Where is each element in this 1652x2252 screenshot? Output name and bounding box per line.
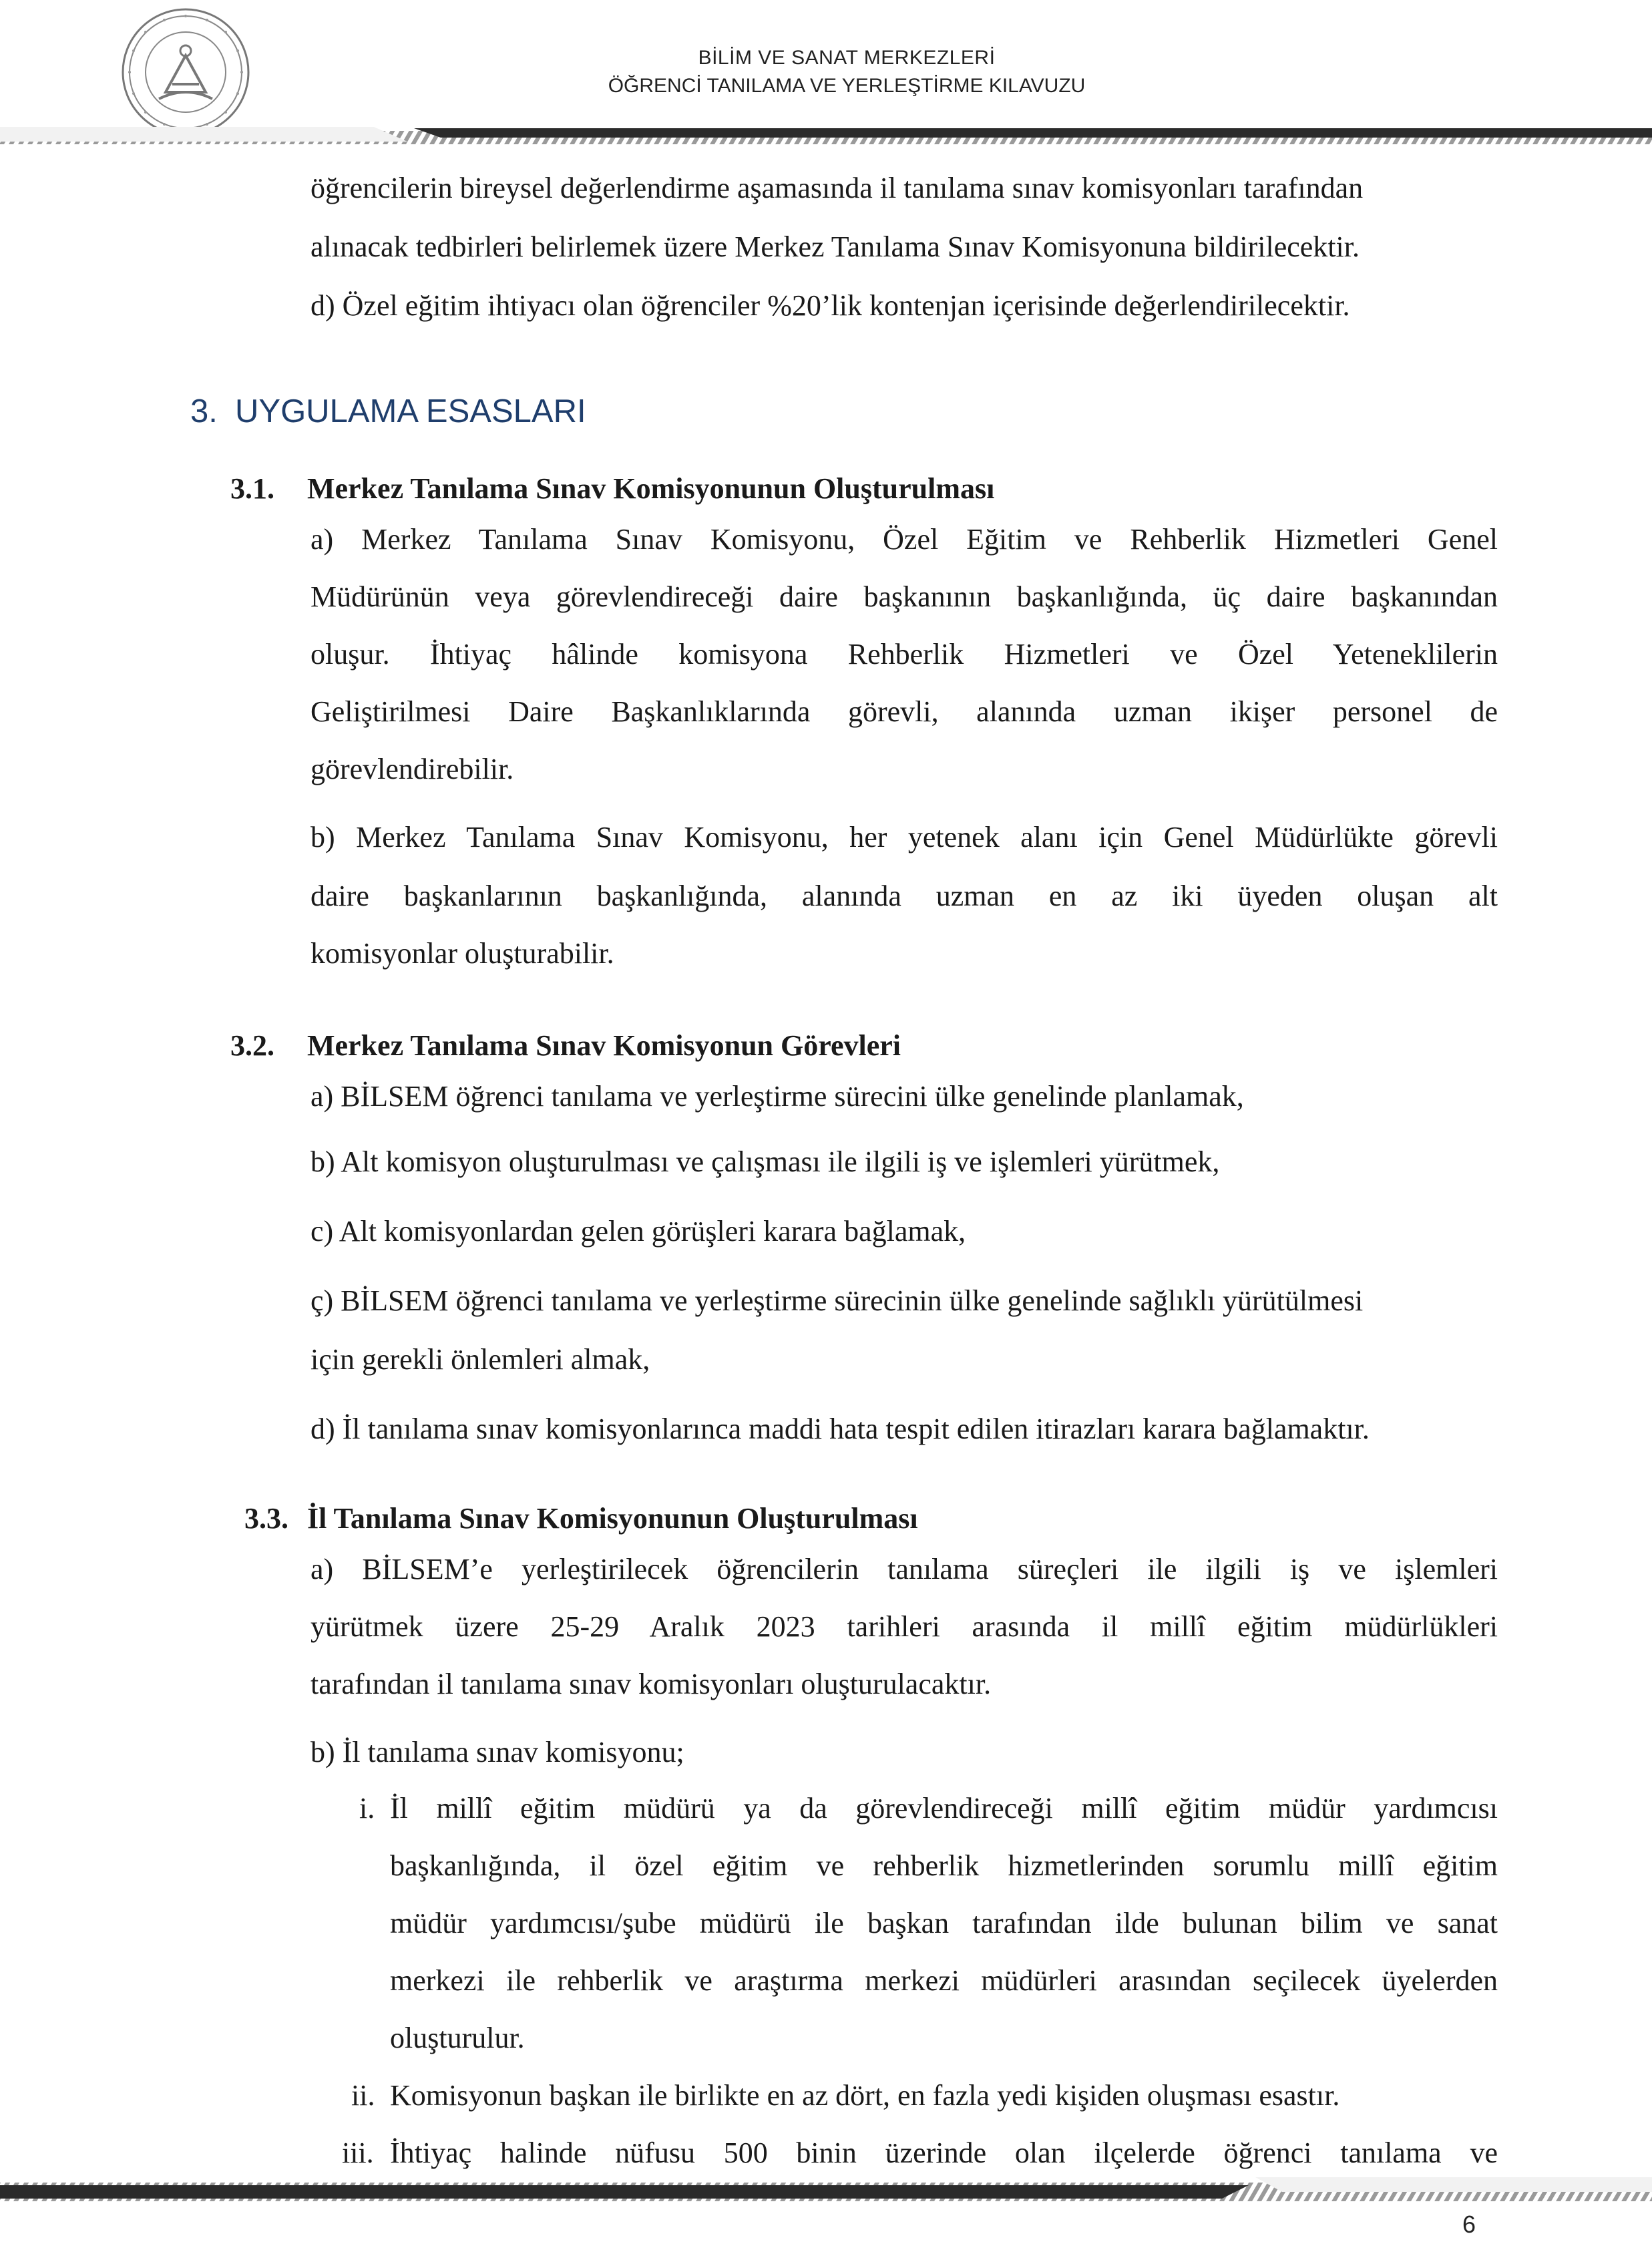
roman-marker: iii. <box>342 2136 374 2169</box>
text-line: İl millî eğitim müdürü ya da görevlendireceği millî eğitim müdür yardımcısı <box>390 1792 1498 1825</box>
text-line: oluşturulur. <box>390 2022 525 2054</box>
text-line: öğrencilerin bireysel değerlendirme aşamasında il tanılama sınav komisyonları tarafından <box>311 172 1364 204</box>
text-line: a) Merkez Tanılama Sınav Komisyonu, Özel Eğitim ve Rehberlik Hizmetleri Genel <box>311 523 1498 556</box>
subsection-title: İl Tanılama Sınav Komisyonunun Oluşturulması <box>307 1502 918 1535</box>
list-item: c) Alt komisyonlardan gelen görüşleri karara bağlamak, <box>311 1215 966 1248</box>
text-line: yürütmek üzere 25-29 Aralık 2023 tarihleri arasında il millî eğitim müdürlükleri <box>311 1610 1498 1643</box>
list-item: a) BİLSEM öğrenci tanılama ve yerleştirme sürecini ülke genelinde planlamak, <box>311 1080 1244 1113</box>
subsection-number: 3.3. <box>244 1502 288 1535</box>
ministry-seal-logo <box>119 5 252 139</box>
text-line: daire başkanlarının başkanlığında, alanında uzman en az iki üyeden oluşan alt <box>311 880 1498 912</box>
text-line: başkanlığında, il özel eğitim ve rehberlik hizmetlerinden sorumlu millî eğitim <box>390 1849 1498 1882</box>
list-item: ç) BİLSEM öğrenci tanılama ve yerleştirme sürecinin ülke genelinde sağlıklı yürütülmesi <box>311 1284 1364 1317</box>
list-item: d) İl tanılama sınav komisyonlarınca maddi hata tespit edilen itirazları karara bağlamaktır. <box>311 1413 1370 1445</box>
text-line: alınacak tedbirleri belirlemek üzere Merkez Tanılama Sınav Komisyonuna bildirilecektir. <box>311 230 1360 263</box>
text-line: görevlendirebilir. <box>311 753 514 785</box>
header-title-line1: BİLİM VE SANAT MERKEZLERİ <box>698 47 996 69</box>
subsection-title: Merkez Tanılama Sınav Komisyonun Görevleri <box>307 1029 901 1062</box>
header-title-line2: ÖĞRENCİ TANILAMA VE YERLEŞTİRME KILAVUZU <box>608 75 1086 97</box>
text-line: a) BİLSEM’e yerleştirilecek öğrencilerin tanılama süreçleri ile ilgili iş ve işlemleri <box>311 1553 1498 1585</box>
text-line: Geliştirilmesi Daire Başkanlıklarında görevli, alanında uzman ikişer personel de <box>311 695 1498 728</box>
section-heading-title: UYGULAMA ESASLARI <box>235 393 586 429</box>
subsection-number: 3.1. <box>230 472 274 505</box>
subsection-number: 3.2. <box>230 1029 274 1062</box>
subsection-title: Merkez Tanılama Sınav Komisyonunun Oluşturulması <box>307 472 995 505</box>
roman-marker: i. <box>359 1792 375 1825</box>
text-line: müdür yardımcısı/şube müdürü ile başkan tarafından ilde bulunan bilim ve sanat <box>390 1907 1498 1939</box>
section-heading-number: 3. <box>190 393 218 429</box>
text-line: b) İl tanılama sınav komisyonu; <box>311 1736 684 1768</box>
text-line: Komisyonun başkan ile birlikte en az dört, en fazla yedi kişiden oluşması esastır. <box>390 2079 1340 2112</box>
list-item: için gerekli önlemleri almak, <box>311 1343 650 1376</box>
text-line: b) Merkez Tanılama Sınav Komisyonu, her yetenek alanı için Genel Müdürlükte görevli <box>311 821 1498 854</box>
list-item: b) Alt komisyon oluşturulması ve çalışması ile ilgili iş ve işlemleri yürütmek, <box>311 1145 1220 1178</box>
text-line: d) Özel eğitim ihtiyacı olan öğrenciler %20’lik kontenjan içerisinde değerlendirilecektir. <box>311 289 1350 322</box>
header-separator-band <box>0 127 1652 144</box>
footer-separator-band <box>0 2176 1652 2203</box>
roman-marker: ii. <box>351 2079 375 2112</box>
text-line: İhtiyaç halinde nüfusu 500 binin üzerinde olan ilçelerde öğrenci tanılama ve <box>390 2136 1498 2169</box>
text-line: oluşur. İhtiyaç hâlinde komisyona Rehberlik Hizmetleri ve Özel Yeteneklilerin <box>311 638 1498 671</box>
text-line: Müdürünün veya görevlendireceği daire başkanının başkanlığında, üç daire başkanından <box>311 580 1498 613</box>
page-number: 6 <box>1462 2211 1476 2238</box>
text-line: tarafından il tanılama sınav komisyonları oluşturulacaktır. <box>311 1668 992 1700</box>
text-line: merkezi ile rehberlik ve araştırma merkezi müdürleri arasından seçilecek üyelerden <box>390 1964 1498 1997</box>
text-line: komisyonlar oluşturabilir. <box>311 937 614 970</box>
